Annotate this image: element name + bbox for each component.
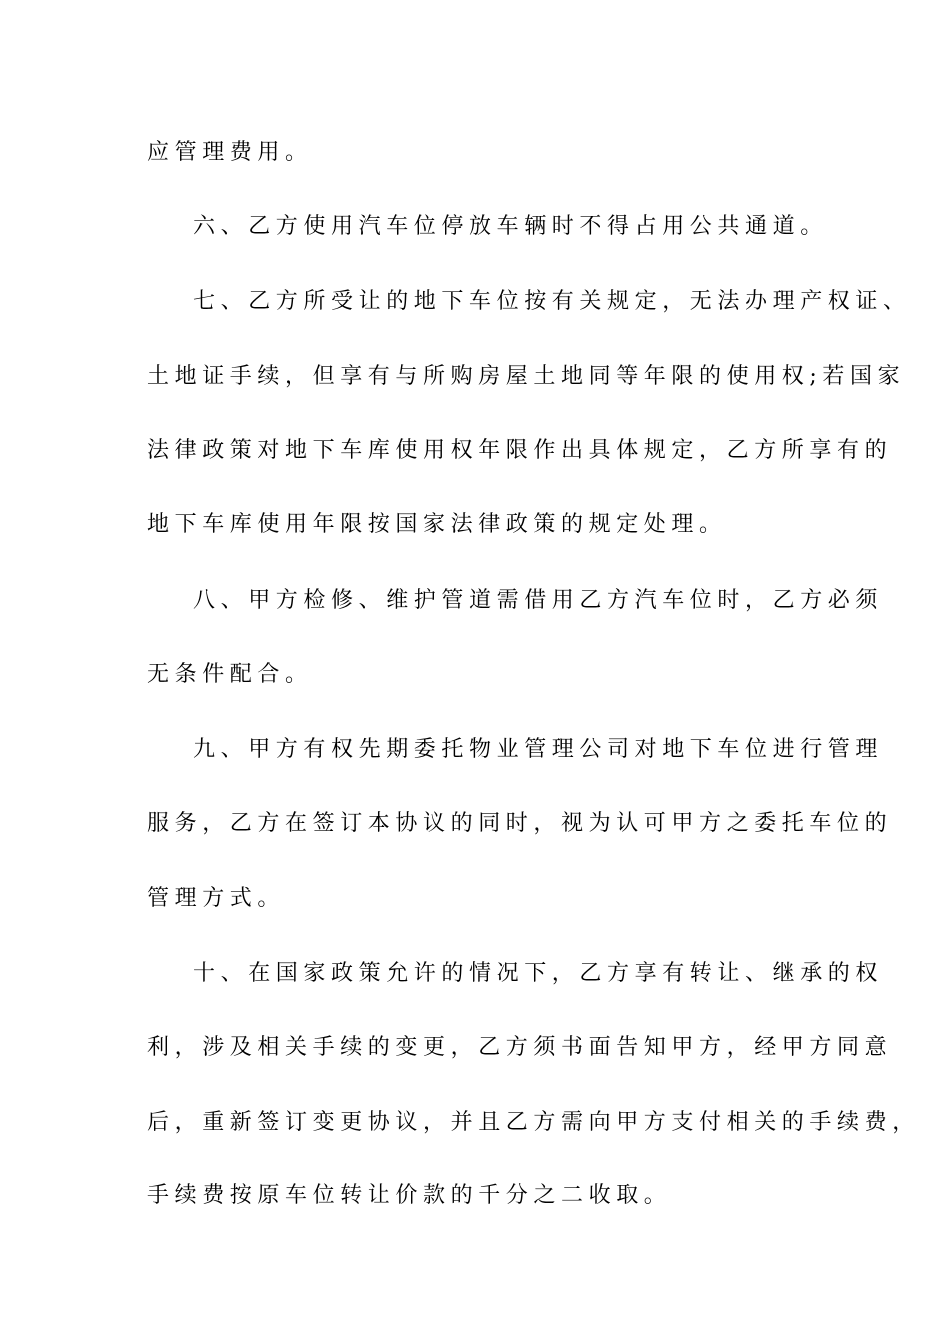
- text-line: 六、乙方使用汽车位停放车辆时不得占用公共通道。: [193, 214, 828, 239]
- text-line: 后，重新签订变更协议，并且乙方需向甲方支付相关的手续费，: [147, 1110, 920, 1135]
- text-line: 管理方式。: [147, 886, 286, 911]
- text-line: 无条件配合。: [147, 662, 313, 687]
- text-line: 地下车库使用年限按国家法律政策的规定处理。: [147, 512, 727, 537]
- text-line: 七、乙方所受让的地下车位按有关规定，无法办理产权证、: [193, 289, 911, 314]
- text-line: 法律政策对地下车库使用权年限作出具体规定，乙方所享有的: [147, 438, 893, 463]
- text-line: 利，涉及相关手续的变更，乙方须书面告知甲方，经甲方同意: [147, 1035, 893, 1060]
- text-line: 八、甲方检修、维护管道需借用乙方汽车位时，乙方必须: [193, 588, 884, 613]
- text-line: 土地证手续，但享有与所购房屋土地同等年限的使用权;若国家: [147, 364, 906, 389]
- text-line: 十、在国家政策允许的情况下，乙方享有转让、继承的权: [193, 961, 884, 986]
- text-line: 服务，乙方在签订本协议的同时，视为认可甲方之委托车位的: [147, 811, 893, 836]
- text-line: 手续费按原车位转让价款的千分之二收取。: [147, 1183, 672, 1208]
- text-line: 应管理费用。: [147, 140, 313, 165]
- text-line: 九、甲方有权先期委托物业管理公司对地下车位进行管理: [193, 737, 884, 762]
